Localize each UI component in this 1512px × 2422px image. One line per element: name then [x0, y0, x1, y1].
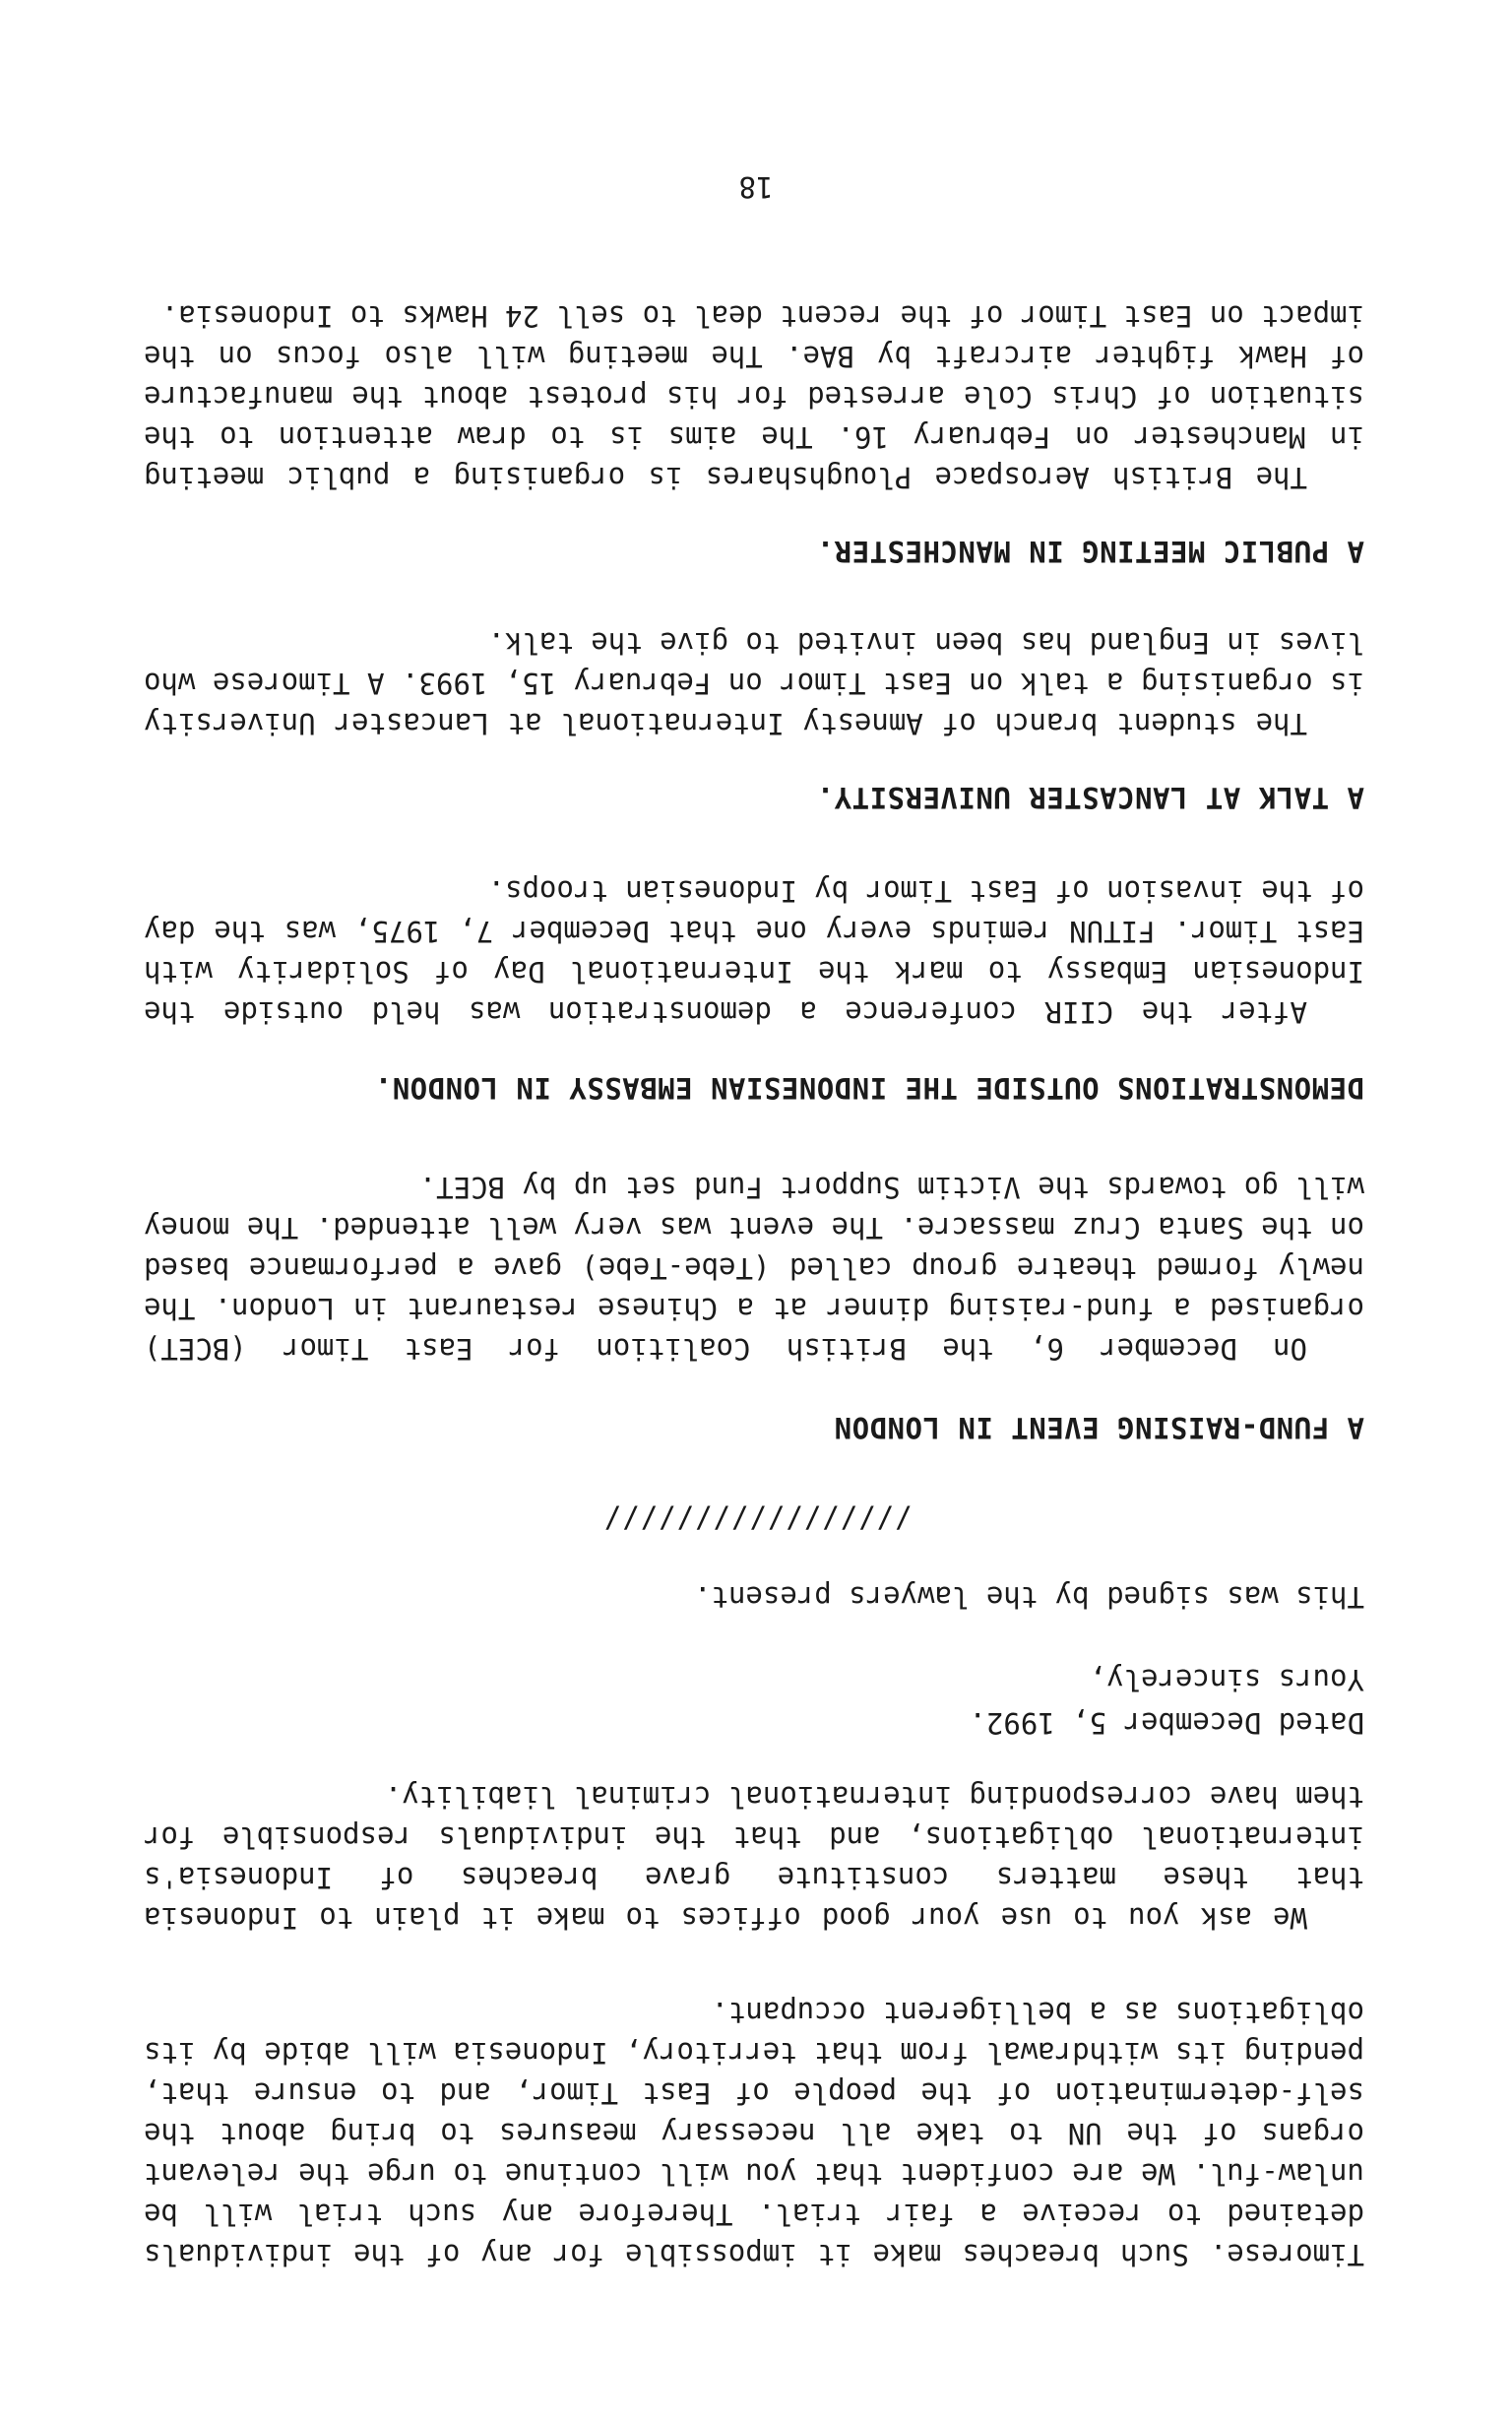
section-lancaster-body: The student branch of Amnesty International at Lancaster University is organising a talk on East Timor on February 15, 1993. A Timorese who lives in England has been invited to give the talk.	[144, 626, 1364, 740]
letter-closing: Yours sincerely,	[1089, 1663, 1364, 1696]
section-fund-raising-body: On December 6, the British Coalition for East Timor (BCET) organised a fund-raising dinner at a Chinese restaurant in London. The newly formed theatre group called (Tebe-Tebe) gave a performance based on the Santa Cruz massacre. The event was very well attended. The money will go towards the Victim Support Fund set up by BCET.	[144, 1171, 1364, 1366]
letter-dated: Dated December 5, 1992.	[969, 1706, 1364, 1740]
section-demonstrations-body: After the CIIR conference a demonstration was held outside the Indonesian Embassy to mark the International Day of Solidarity with East Timor. FITUN reminds every one that December 7, 1975, was the day of the invasion of East Timor by Indonesian troops.	[144, 874, 1364, 1029]
letter-paragraph-1: Timorese. Such breaches make it impossible for any of the individuals detained to receive a fair trial. Therefore any such trial will be unlaw-ful. We are confident that you will continue to urge the relevant organs of the UN to take all necessary measures to bring about the self-determination of the people of East Timor, and to ensure that, pending its withdrawal from that territory, Indonesia will abide by its obligations as a belligerent occupant.	[144, 1996, 1364, 2271]
letter-paragraph-2: We ask you to use your good offices to make it plain to Indonesia that these matters constitute grave breaches of Indonesia's international obligations, and that the individuals responsible for them have corresponding international criminal liability.	[144, 1780, 1364, 1935]
page-number: 18	[738, 170, 774, 204]
section-manchester-body: The British Aerospace Ploughshares is organising a public meeting in Manchester on February 16. The aims is to draw attention to the situation of Chris Cole arrested for his protest about the manufacture of Hawk fighter aircraft by BAe. The meeting will also focus on the impact on East Timor of the recent deal to sell 24 Hawks to Indonesia.	[144, 299, 1364, 494]
section-divider: /////////////////	[602, 1501, 912, 1535]
section-lancaster-heading: A TALK AT LANCASTER UNIVERSITY.	[816, 781, 1364, 814]
section-fund-raising-heading: A FUND-RAISING EVENT IN LONDON	[834, 1411, 1364, 1444]
section-manchester-heading: A PUBLIC MEETING IN MANCHESTER.	[816, 535, 1364, 568]
letter-signed-note: This was signed by the lawyers present.	[694, 1580, 1364, 1614]
section-demonstrations-heading: DEMONSTRATIONS OUTSIDE THE INDONESIAN EMBASSY IN LONDON.	[374, 1071, 1364, 1105]
